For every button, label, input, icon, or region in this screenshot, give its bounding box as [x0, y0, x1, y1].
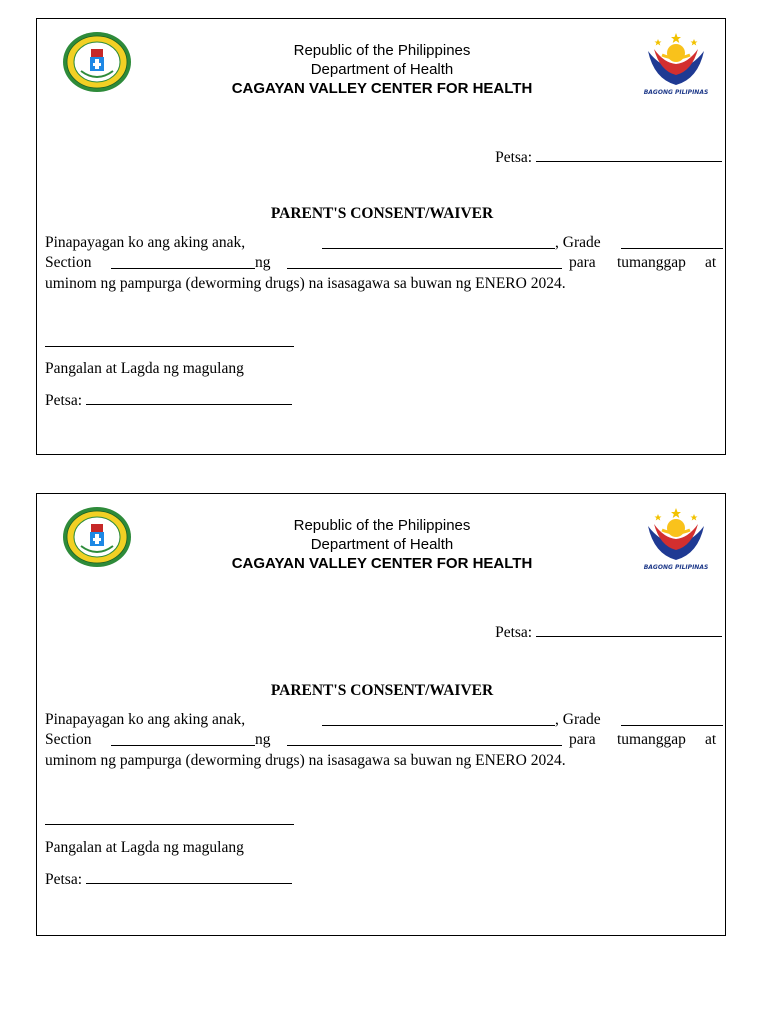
- child-name-blank[interactable]: [322, 711, 555, 726]
- date-label: Petsa:: [495, 624, 533, 641]
- bagong-pilipinas-text: BAGONG PILIPINAS: [643, 564, 709, 571]
- date-label: Petsa:: [495, 149, 533, 166]
- signature-label: Pangalan at Lagda ng magulang: [45, 360, 244, 377]
- body-section-label: Section: [45, 254, 92, 271]
- date-blank[interactable]: [536, 622, 722, 637]
- header-center: CAGAYAN VALLEY CENTER FOR HEALTH: [231, 555, 533, 572]
- header-center: CAGAYAN VALLEY CENTER FOR HEALTH: [231, 80, 533, 97]
- date-label: Petsa:: [45, 871, 83, 888]
- date-label: Petsa:: [45, 392, 83, 409]
- signature-line[interactable]: [45, 824, 294, 825]
- doh-seal-icon: [61, 31, 133, 93]
- body-tumanggap: tumanggap: [617, 731, 686, 748]
- date-field-bottom[interactable]: [45, 869, 292, 889]
- body-ng: ng: [255, 254, 271, 271]
- body-para: para: [569, 731, 596, 748]
- header-republic: Republic of the Philippines: [293, 42, 471, 59]
- consent-form-1: [36, 18, 726, 455]
- signature-label: Pangalan at Lagda ng magulang: [45, 839, 244, 856]
- bagong-pilipinas-logo: [640, 506, 712, 576]
- doh-seal-icon: [61, 506, 133, 568]
- body-line-3: uminom ng pampurga (deworming drugs) na isasagawa sa buwan ng ENERO 2024.: [45, 275, 566, 292]
- date-blank[interactable]: [86, 390, 292, 405]
- date-field-top[interactable]: [495, 147, 722, 167]
- form-title: PARENT'S CONSENT/WAIVER: [270, 205, 494, 222]
- header-department: Department of Health: [310, 61, 454, 78]
- body-para: para: [569, 254, 596, 271]
- consent-form-2: [36, 493, 726, 936]
- child-name-blank[interactable]: [322, 234, 555, 249]
- body-tumanggap: tumanggap: [617, 254, 686, 271]
- section-blank[interactable]: [111, 254, 255, 269]
- section-blank[interactable]: [111, 731, 255, 746]
- bagong-pilipinas-icon: [640, 31, 712, 89]
- grade-blank[interactable]: [621, 234, 723, 249]
- bagong-pilipinas-icon: [640, 506, 712, 564]
- body-pinapayagan: Pinapayagan ko ang aking anak,: [45, 711, 246, 728]
- header-department: Department of Health: [310, 536, 454, 553]
- bagong-pilipinas-text: BAGONG PILIPINAS: [643, 89, 709, 96]
- form-title: PARENT'S CONSENT/WAIVER: [270, 682, 494, 699]
- bagong-pilipinas-logo: [640, 31, 712, 101]
- body-at: at: [705, 731, 717, 748]
- body-ng: ng: [255, 731, 271, 748]
- body-section-label: Section: [45, 731, 92, 748]
- body-grade-label: , Grade: [555, 234, 601, 251]
- date-blank[interactable]: [536, 147, 722, 162]
- date-field-top[interactable]: [495, 622, 722, 642]
- body-grade-label: , Grade: [555, 711, 601, 728]
- date-field-bottom[interactable]: [45, 390, 292, 410]
- school-blank[interactable]: [287, 254, 562, 269]
- signature-line[interactable]: [45, 346, 294, 347]
- body-at: at: [705, 254, 717, 271]
- body-line-3: uminom ng pampurga (deworming drugs) na isasagawa sa buwan ng ENERO 2024.: [45, 752, 566, 769]
- school-blank[interactable]: [287, 731, 562, 746]
- grade-blank[interactable]: [621, 711, 723, 726]
- date-blank[interactable]: [86, 869, 292, 884]
- body-pinapayagan: Pinapayagan ko ang aking anak,: [45, 234, 246, 251]
- header-republic: Republic of the Philippines: [293, 517, 471, 534]
